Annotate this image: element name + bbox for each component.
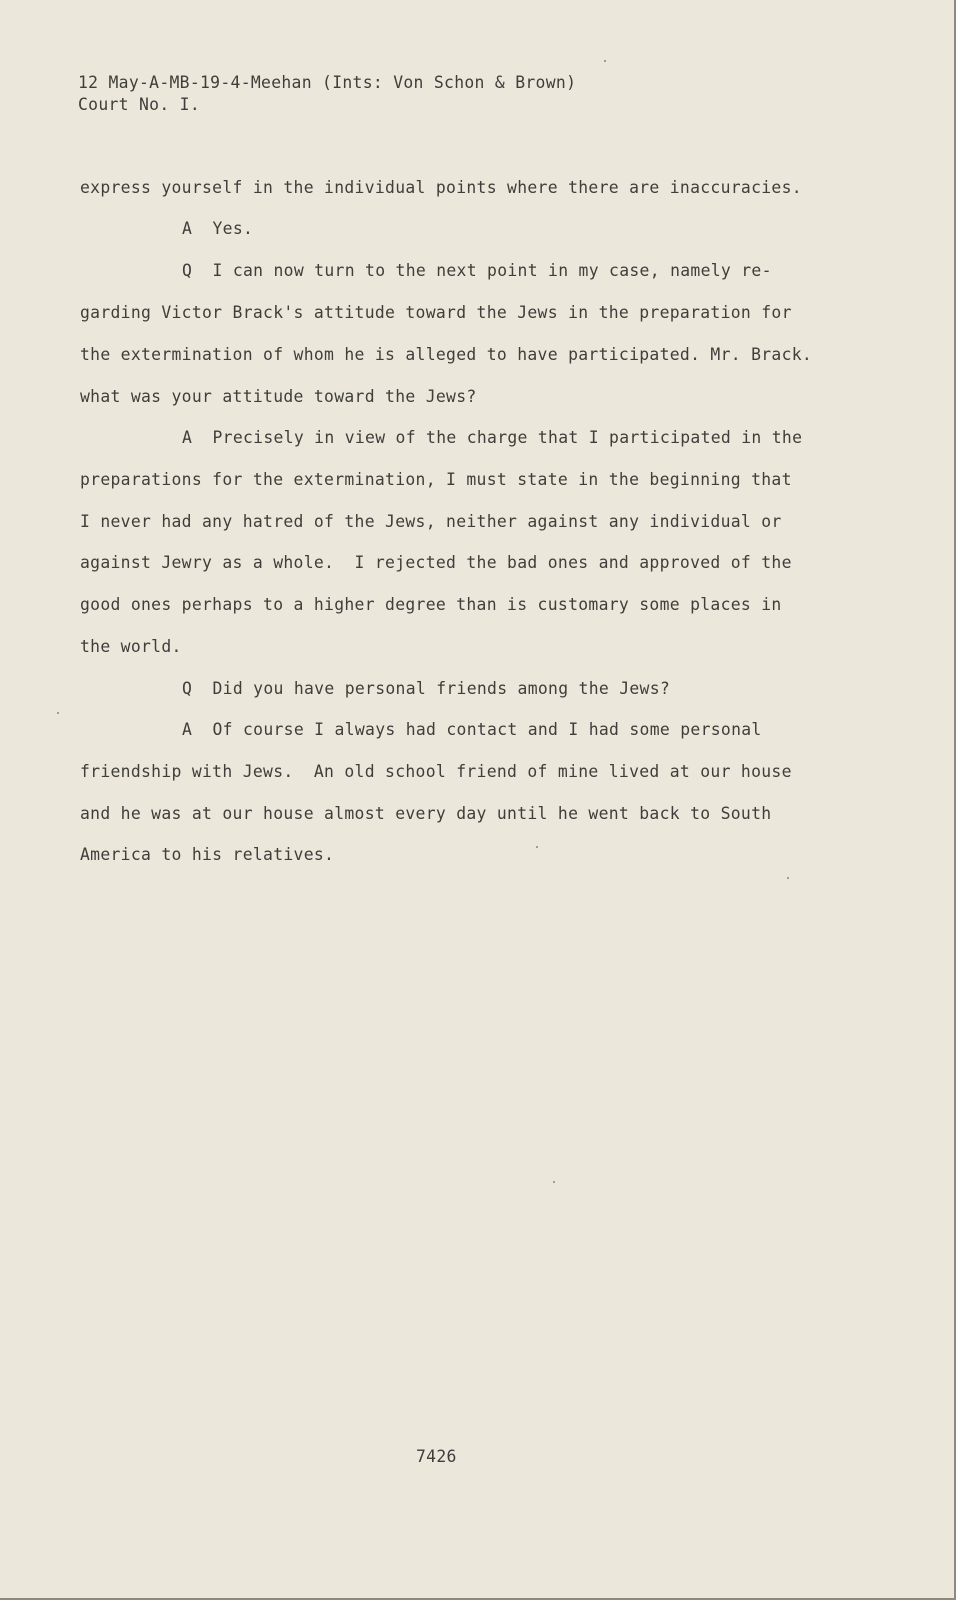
transcript-question: Q Did you have personal friends among the Jews? [182, 679, 671, 698]
transcript-line: the extermination of whom he is alleged to have participated. Mr. Brack. [80, 345, 813, 364]
transcript-line: the world. [80, 637, 182, 656]
transcript-answer: A Yes. [182, 219, 254, 238]
transcript-line: what was your attitude toward the Jews? [80, 387, 477, 406]
transcript-line: garding Victor Brack's attitude toward the Jews in the preparation for [80, 303, 792, 322]
transcript-line: express yourself in the individual points where there are inaccuracies. [80, 178, 802, 197]
transcript-line: preparations for the extermination, I must state in the beginning that [80, 470, 792, 489]
transcript-answer: A Precisely in view of the charge that I participated in the [182, 428, 803, 447]
transcript-question: Q I can now turn to the next point in my case, namely re- [182, 261, 772, 280]
paper-speck [553, 1181, 555, 1183]
transcript-answer: A Of course I always had contact and I had some personal [182, 720, 762, 739]
transcript-line: I never had any hatred of the Jews, neither against any individual or [80, 512, 782, 531]
paper-speck [536, 846, 538, 848]
transcript-line: and he was at our house almost every day until he went back to South [80, 804, 772, 823]
transcript-line: against Jewry as a whole. I rejected the bad ones and approved of the [80, 553, 792, 572]
transcript-header-line-2: Court No. I. [78, 95, 201, 114]
paper-speck [787, 877, 789, 879]
page-number: 7426 [416, 1447, 457, 1466]
transcript-header-line-1: 12 May-A-MB-19-4-Meehan (Ints: Von Schon & Brown) [78, 73, 577, 92]
transcript-line: America to his relatives. [80, 845, 335, 864]
transcript-line: friendship with Jews. An old school friend of mine lived at our house [80, 762, 792, 781]
paper-speck [604, 60, 606, 62]
transcript-line: good ones perhaps to a higher degree than is customary some places in [80, 595, 782, 614]
paper-speck [57, 712, 59, 714]
